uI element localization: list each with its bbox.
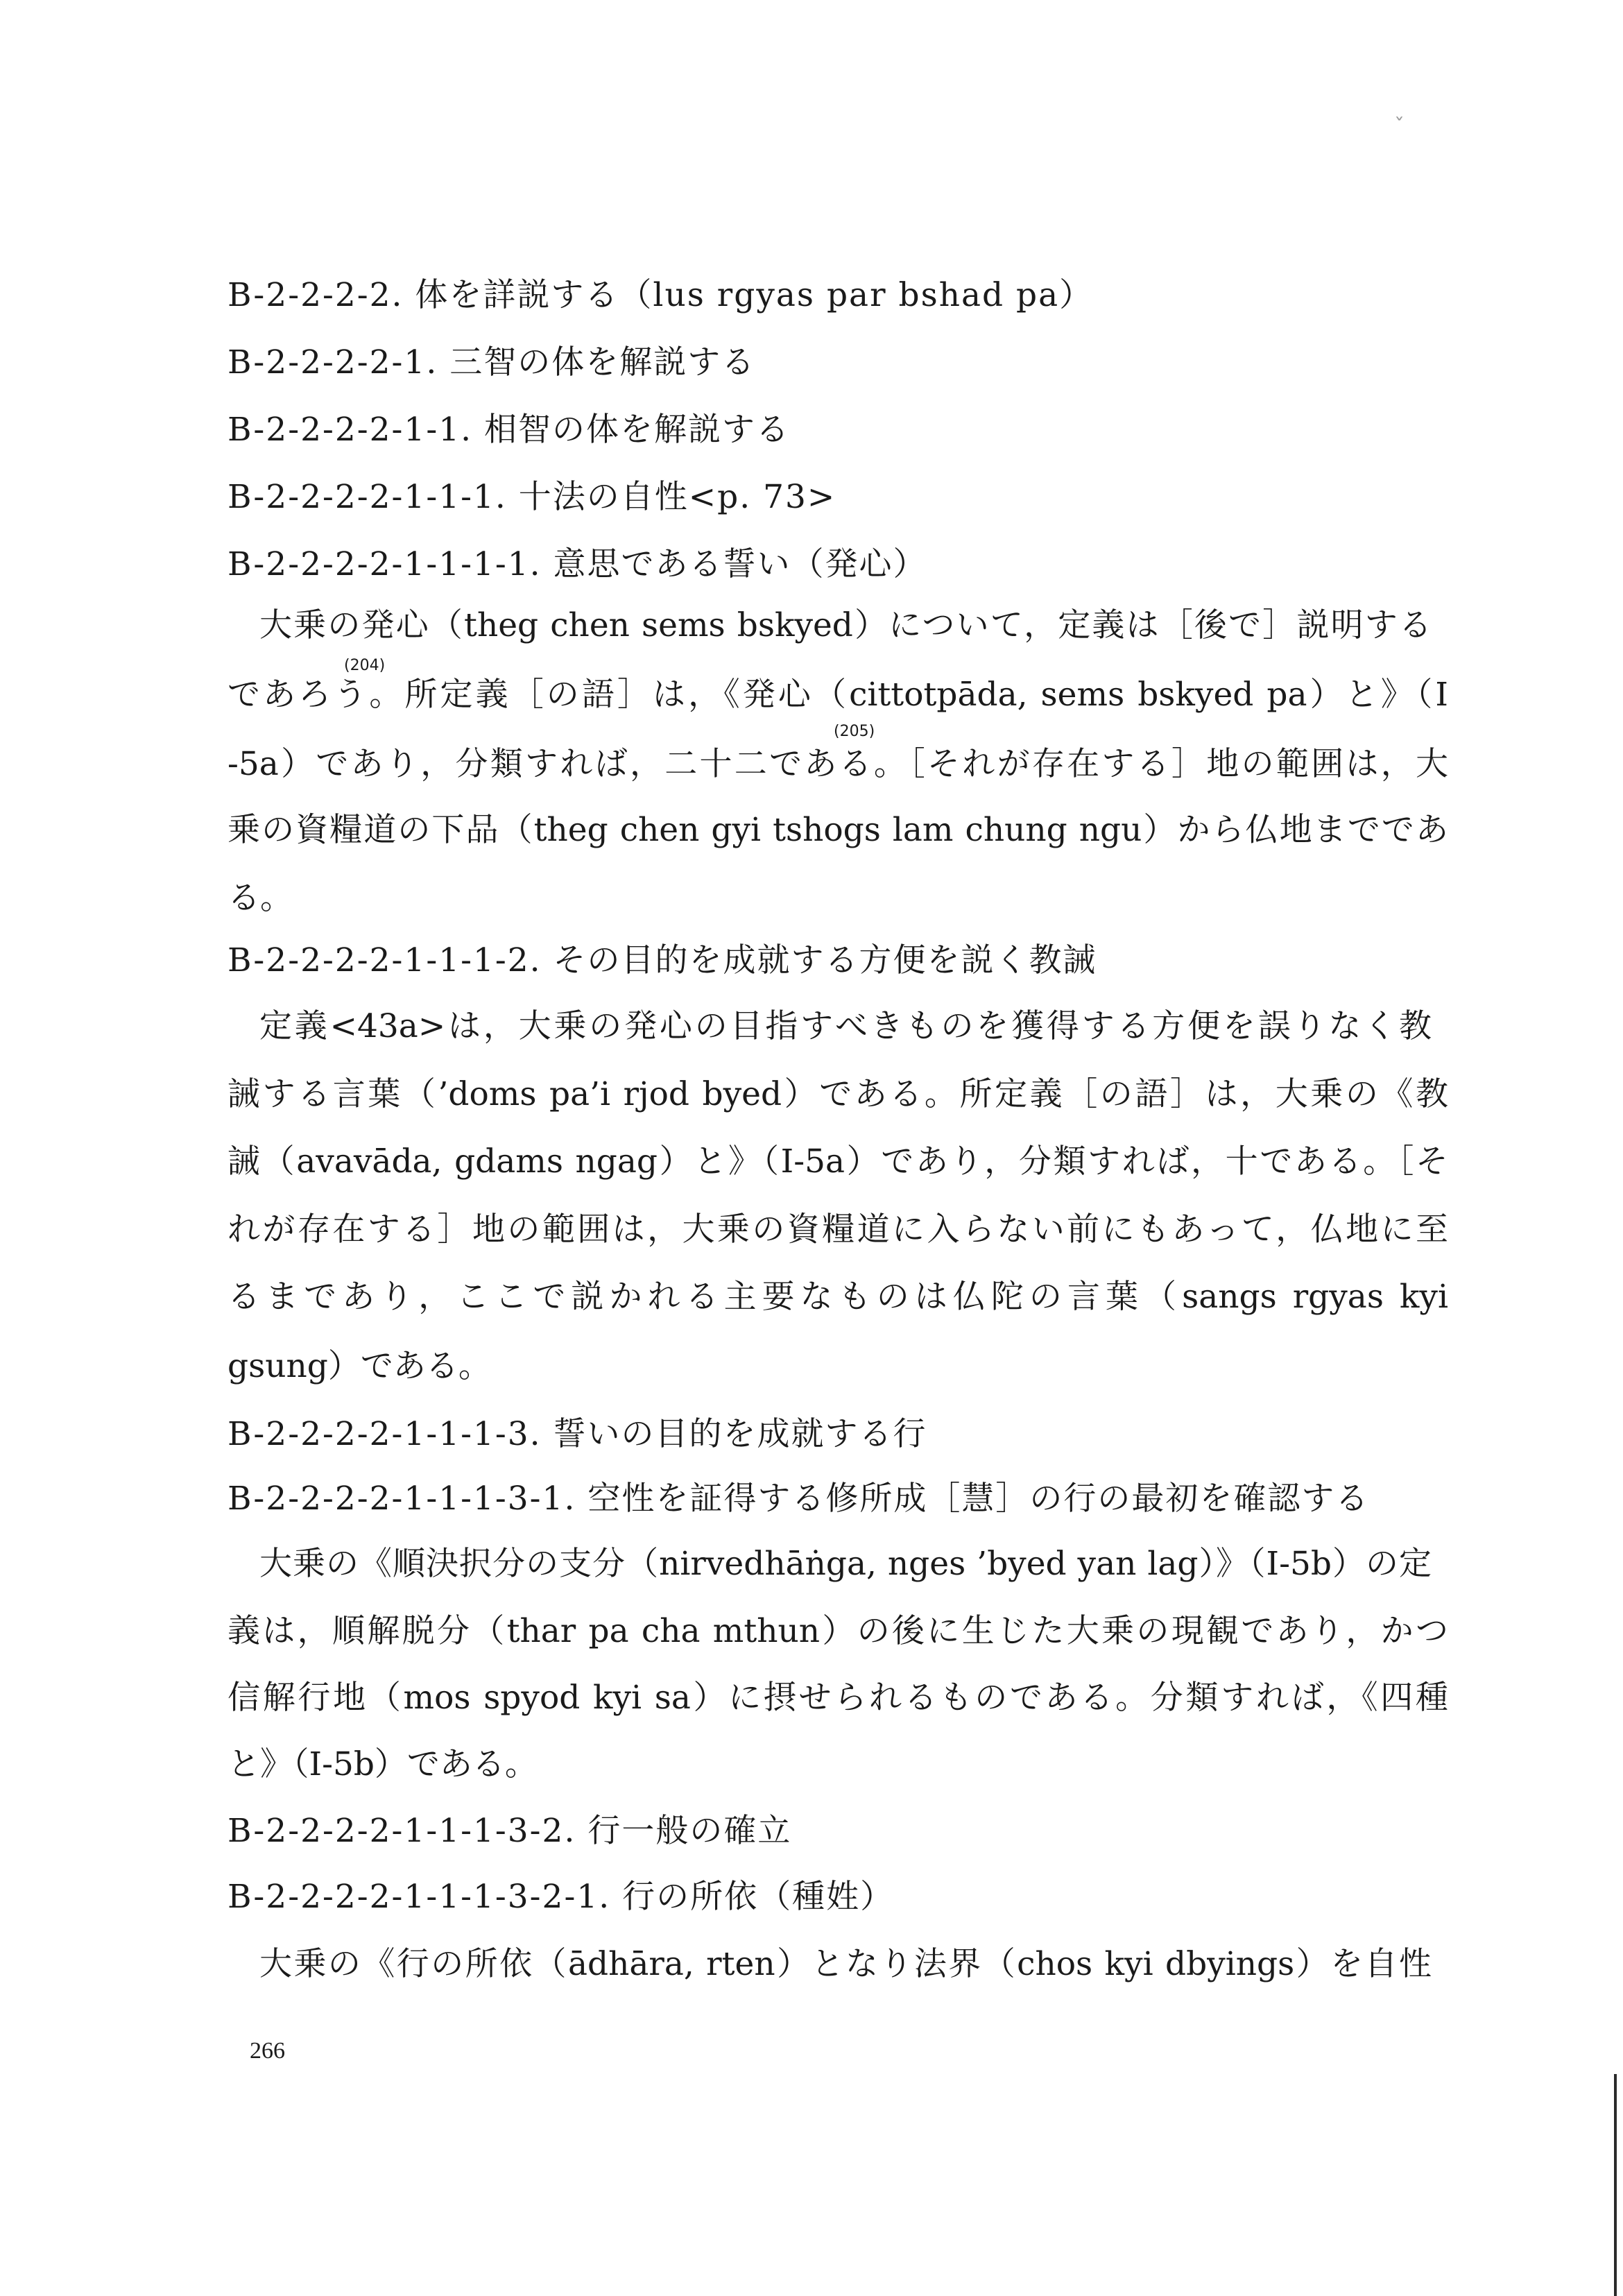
body-line: と》（I-5b）である。 <box>227 1745 538 1783</box>
body-line: 定義<43a>は，大乗の発心の目指すべきものを獲得する方便を誤りなく教 <box>259 1007 1432 1045</box>
body-line: 誡する言葉（’doms pa’i rjod byed）である。所定義［の語］は，大乗の《教 <box>227 1075 1448 1113</box>
heading-line: B-2-2-2-2-1-1-1-2. その目的を成就する方便を説く教誡 <box>227 941 1097 979</box>
heading-line: B-2-2-2-2-1. 三智の体を解説する <box>227 343 756 382</box>
body-line: 大乗の《順決択分の支分（nirvedhāṅga, nges ’byed yan lag）》（I-5b）の定 <box>259 1545 1432 1583</box>
body-line: 義は，順解脱分（thar pa cha mthun）の後に生じた大乗の現観であり，かつ <box>227 1612 1448 1650</box>
body-line: 乗の資糧道の下品（theg chen gyi tshogs lam chung ngu）から仏地までであ <box>227 811 1448 849</box>
heading-line: B-2-2-2-2-1-1-1-3-2-1. 行の所依（種姓） <box>227 1878 895 1916</box>
body-line: gsung）である。 <box>227 1347 491 1385</box>
footnote-mark: (204) <box>344 657 386 674</box>
page-number: 266 <box>250 2038 285 2064</box>
body-line: 信解行地（mos spyod kyi sa）に摂せられるものである。分類すれば，《四種 <box>227 1679 1448 1717</box>
scan-speck: ˇ <box>1394 114 1405 139</box>
heading-line: B-2-2-2-2-1-1. 相智の体を解説する <box>227 411 790 449</box>
heading-line: B-2-2-2-2-1-1-1-3-1. 空性を証得する修所成［慧］の行の最初を確認する <box>227 1480 1370 1518</box>
body-line: る。 <box>227 879 293 917</box>
body-line: 大乗の発心（theg chen sems bskyed）について，定義は［後で］説明する <box>259 606 1432 644</box>
body-line: -5a）であり，分類すれば，二十二である。［それが存在する］地の範囲は，大 <box>227 745 1448 783</box>
body-line: るまであり，ここで説かれる主要なものは仏陀の言葉（sangs rgyas kyi <box>227 1278 1448 1316</box>
body-line: れが存在する］地の範囲は，大乗の資糧道に入らない前にもあって，仏地に至 <box>227 1210 1448 1249</box>
body-line: であろう。所定義［の語］は，《発心（cittotpāda, sems bskyed pa）と》（I <box>227 676 1448 714</box>
heading-line: B-2-2-2-2-1-1-1-3. 誓いの目的を成就する行 <box>227 1415 927 1453</box>
heading-line: B-2-2-2-2-1-1-1-3-2. 行一般の確立 <box>227 1812 792 1850</box>
footnote-mark: (205) <box>834 723 875 740</box>
heading-line: B-2-2-2-2. 体を詳説する（lus rgyas par bshad pa） <box>227 276 1094 314</box>
heading-line: B-2-2-2-2-1-1-1-1. 意思である誓い（発心） <box>227 545 927 583</box>
heading-line: B-2-2-2-2-1-1-1. 十法の自性<p. 73> <box>227 478 836 516</box>
page-edge-shadow <box>1614 2074 1617 2296</box>
body-line: 誡（avavāda, gdams ngag）と》（I-5a）であり，分類すれば，十である。［そ <box>227 1142 1448 1181</box>
body-line: 大乗の《行の所依（ādhāra, rten）となり法界（chos kyi dbyings）を自性 <box>259 1945 1432 1983</box>
